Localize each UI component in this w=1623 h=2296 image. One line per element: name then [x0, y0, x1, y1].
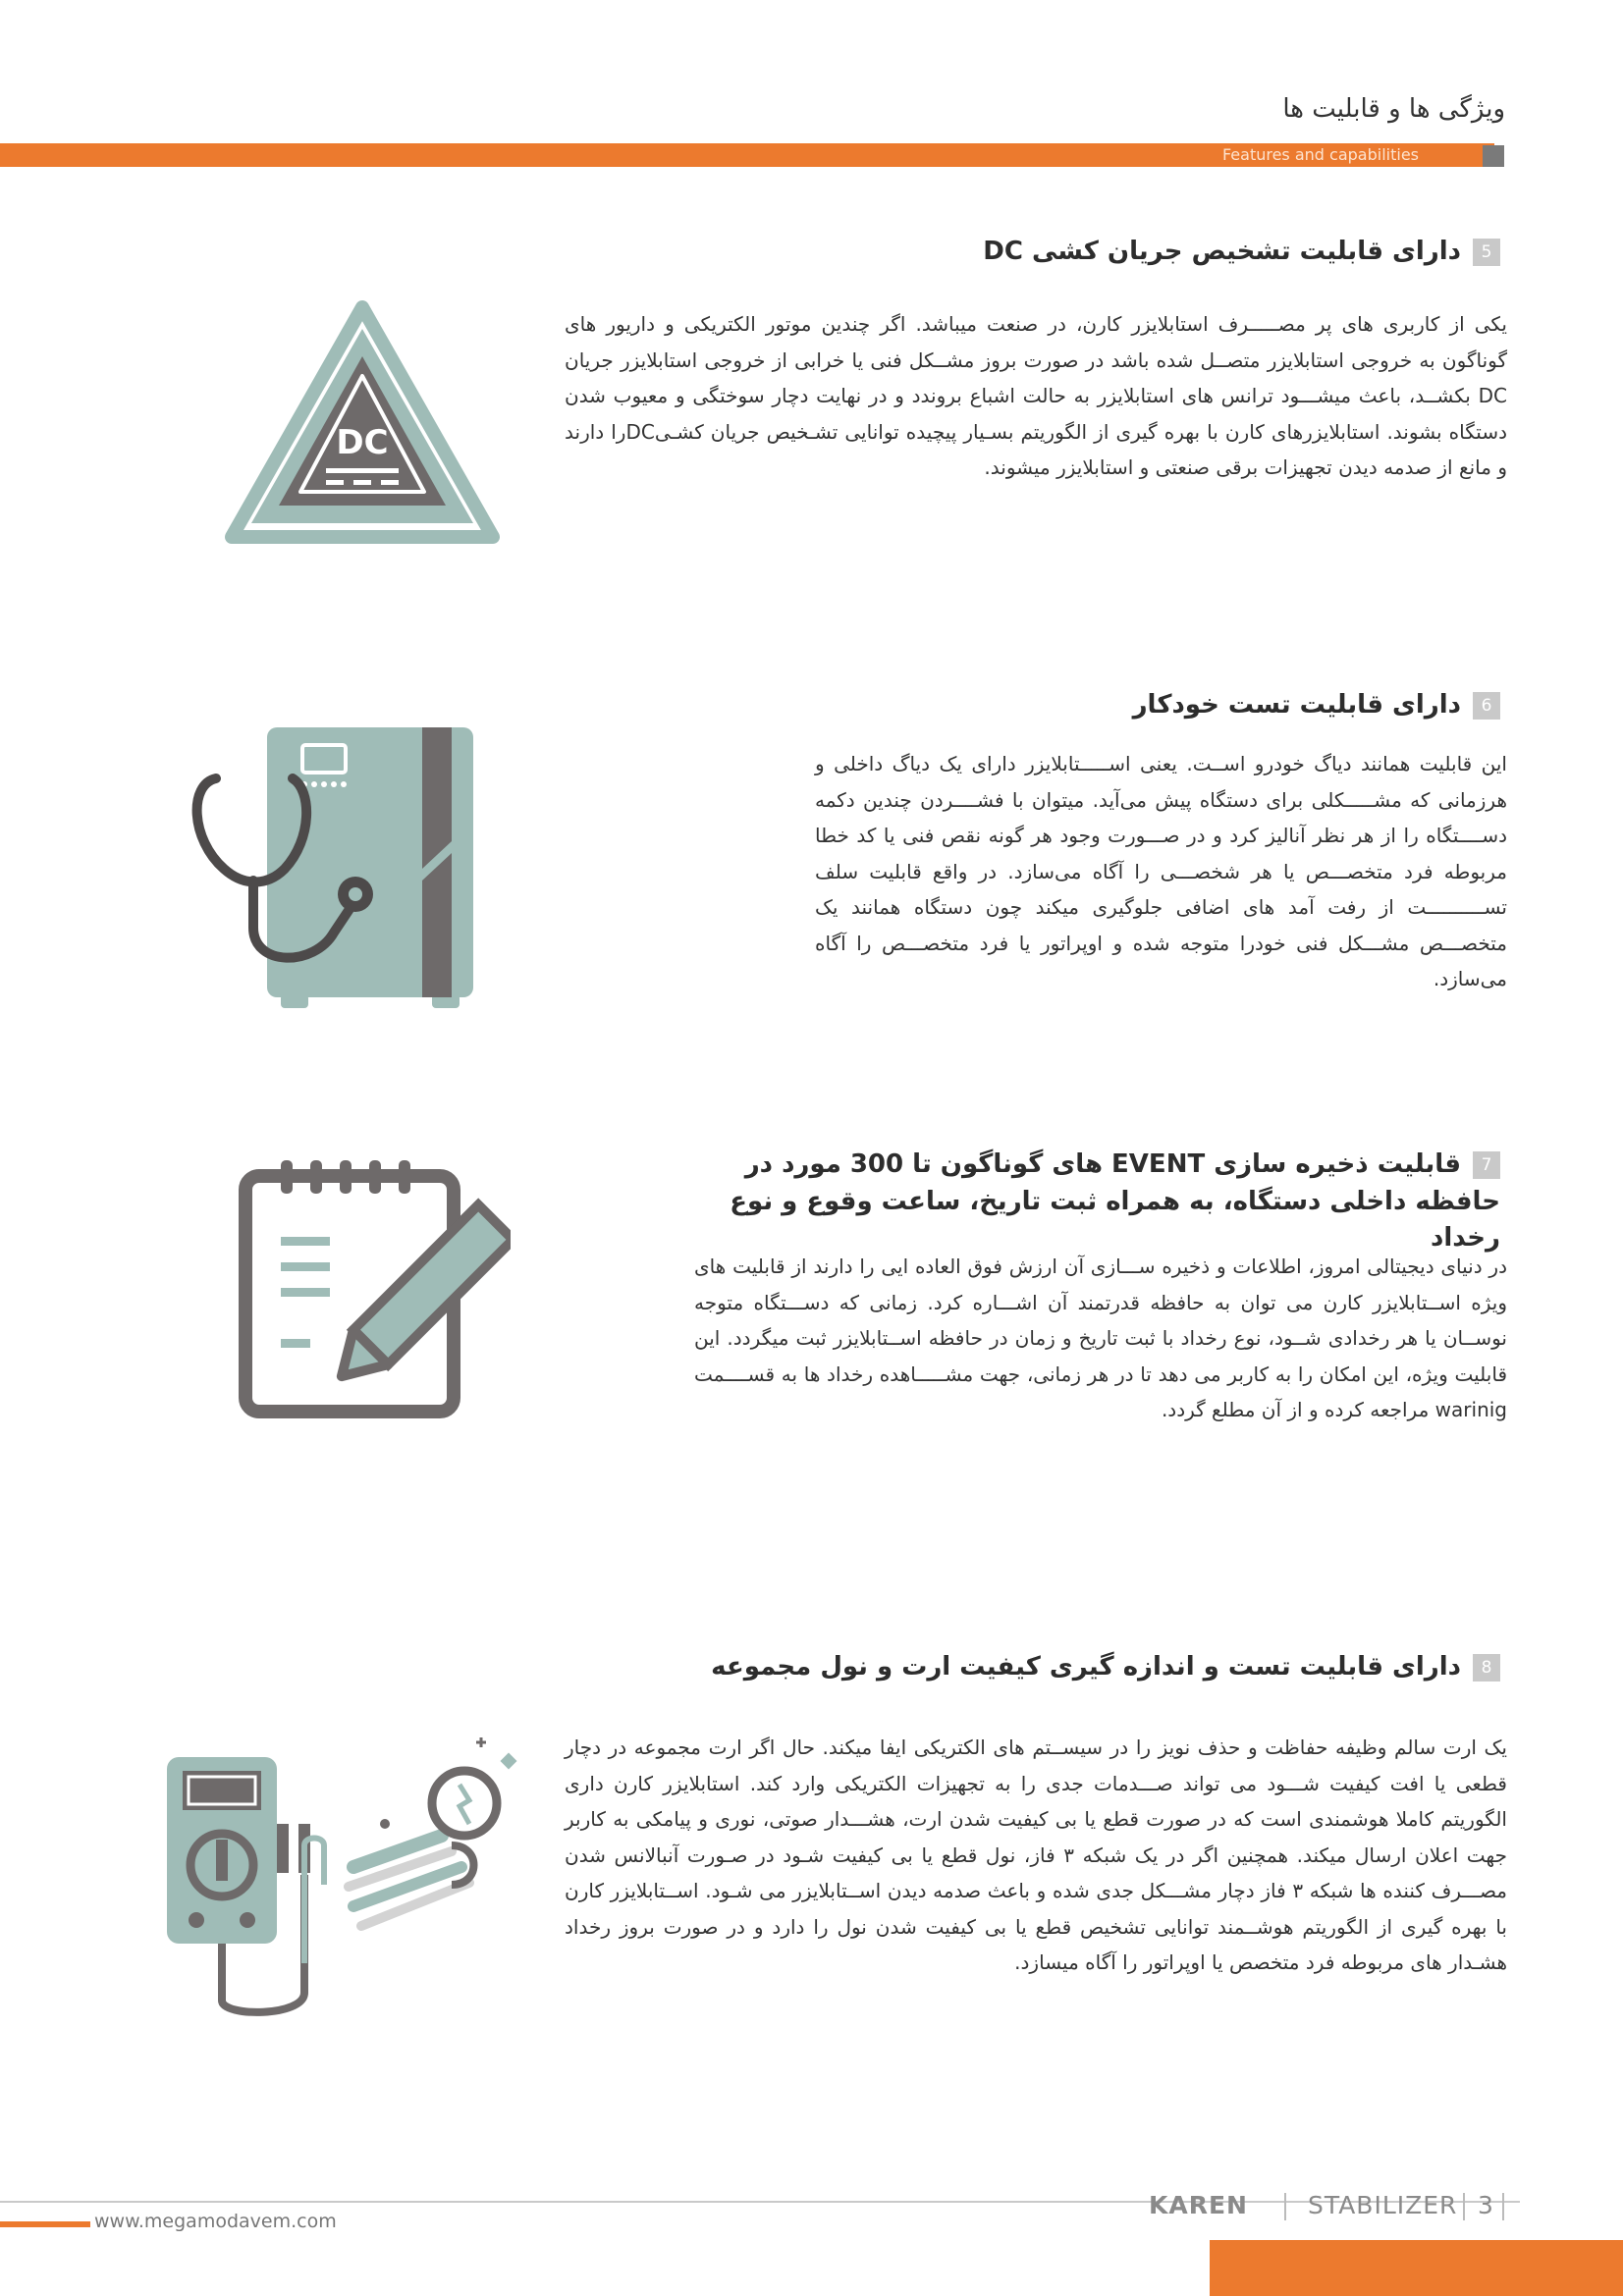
- section-6-title: [1133, 687, 1500, 724]
- header-subtitle: Features and capabilities: [1221, 145, 1419, 164]
- footer-brand: KAREN: [1149, 2191, 1248, 2219]
- page-header-title: ویژگی ها و قابلیت ها: [1282, 94, 1505, 124]
- section-5-title-text: دارای قابلیت تشخیص جریان کشی DC: [983, 237, 1461, 266]
- footer-separator: [1502, 2193, 1504, 2220]
- section-6-number: 6: [1473, 692, 1500, 720]
- notepad-pencil-icon: [236, 1158, 511, 1418]
- section-7-number: 7: [1473, 1151, 1500, 1179]
- footer-separator: [1463, 2193, 1465, 2220]
- section-7-title: [656, 1147, 1500, 1257]
- section-8-title: [711, 1649, 1500, 1686]
- section-7-body: در دنیای دیجیتالی امروز، اطلاعات و ذخیره ســـازی آن ارزش فوق العاده ایی را دارند از قابلیت های ویژه اســتابلایزر کارن می توان به حافظه قدرتمند آن اشـــاره کرد. زمانی که دســـتگاه متوجه نوســان یا هر رخدادی شــود، نوع رخداد با ثبت تاریخ و زمان در حافظه اســتابلایزر ثبت میگردد. این قابلیت ویژه، این امکان را به کاربر می دهد تا در هر زمانی، جهت مشـــــاهده رخداد ها به قســــمت warinig مراجعه کرده و از آن مطلع گردد.: [694, 1255, 1507, 1421]
- footer-product: STABILIZER: [1308, 2191, 1458, 2219]
- multimeter-cable-icon: [157, 1737, 569, 2022]
- footer-accent-left: [0, 2221, 90, 2227]
- footer-separator: [1284, 2193, 1286, 2220]
- section-8-number: 8: [1473, 1654, 1500, 1682]
- stethoscope-device-icon: [187, 721, 481, 1016]
- header-square-marker: [1483, 145, 1504, 167]
- section-5-body: یکی از کاربری های پر مصـــــرف استابلایزر کارن، در صنعت میباشد. اگر چندین موتور الکتریکی و داریور های گوناگون به خروجی استابلایزر متصــل شده باشد در صورت بروز مشــکل فنی یا خرابی از خروجی استابلایزر جریان DC بکشــد، باعث میشـــود ترانس های استابلایزر به حالت اشباع بروندد و در نهایت دچار سوختگی و معیوب شدن دستگاه بشوند. استابلایزرهای کارن با بهره گیری از الگوریتم بسـیار پیچیده توانایی تشـخیص جریان کشـیDCرا دارند و مانع از صدمه دیدن تجهیزات برقی صنعتی و استابلایزر میشوند.: [565, 312, 1507, 479]
- footer-website-link[interactable]: www.megamodavem.com: [94, 2211, 337, 2232]
- dc-warning-icon: [224, 299, 501, 545]
- section-8-title-text: دارای قابلیت تست و اندازه گیری کیفیت ارت و نول مجموعه: [711, 1652, 1461, 1682]
- section-6-title-text: دارای قابلیت تست خودکار: [1132, 690, 1461, 720]
- footer-divider: [0, 2201, 1520, 2203]
- section-5-title: [983, 234, 1500, 271]
- section-7-title-text: قابلیت ذخیره سازی EVENT های گوناگون تا 300 مورد در حافظه داخلی دستگاه، به همراه ثبت تاریخ، ساعت وقوع و نوع رخداد: [730, 1149, 1500, 1254]
- section-5-number: 5: [1473, 239, 1500, 266]
- dc-label: DC: [336, 423, 389, 462]
- footer-page-number: 3: [1478, 2191, 1493, 2219]
- section-6-body: این قابلیت همانند دیاگ خودرو اســت. یعنی اســـــتابلایزر دارای یک دیاگ داخلی و هرزمانی که مشـــــکلی برای دستگاه پیش می‌آید. میتوان با فشــــردن چندین دکمه دســــتگاه را از هر نظر آنالیز کرد و در صـــورت وجود هر گونه نقص فنی یا کد خطا مربوطه فرد متخصـــص یا هر شخصـــی را آگاه می‌سازد. در واقع قابلیت سلف تســــــــــت از رفت آمد های اضافی جلوگیری میکند چون دستگاه همانند یک متخصـــص مشـــکل فنی خودرا متوجه شده و اوپراتور یا فرد متخصـــص را آگاه می‌سازد.: [815, 752, 1507, 990]
- section-8-body: یک ارت سالم وظیفه حفاظت و حذف نویز را در سیســتم های الکتریکی ایفا میکند. حال اگر ارت مجموعه در دچار قطعی یا افت کیفیت شـــود می تواند صـــدمات جدی را به تجهیزات الکتریکی وارد کند. استابلایزر کارن داری الگوریتم کاملا هوشمندی است که در صورت قطع یا بی کیفیت شدن ارت، هشـــدار صوتی، نوری و پیامکی به کاربر جهت اعلان ارسال میکند. همچنین اگر در یک شبکه ۳ فاز، نول قطع یا بی کیفیت شـود در صـورت آنبالانس شدن مصـــرف کننده ها شبکه ۳ فاز دچار مشـــکل جدی شده و باعث صدمه دیدن اســتابلایزر می شـود. اســتابلایزر کارن با بهره گیری از الگوریتم هوشــمند توانایی تشخیص قطع یا بی کیفیت شدن نول را دارد و در صورت بروز رخداد هشـدار های مربوطه فرد متخصص یا اوپراتور را آگاه میسازد.: [565, 1735, 1507, 1974]
- footer-accent-right: [1210, 2240, 1623, 2296]
